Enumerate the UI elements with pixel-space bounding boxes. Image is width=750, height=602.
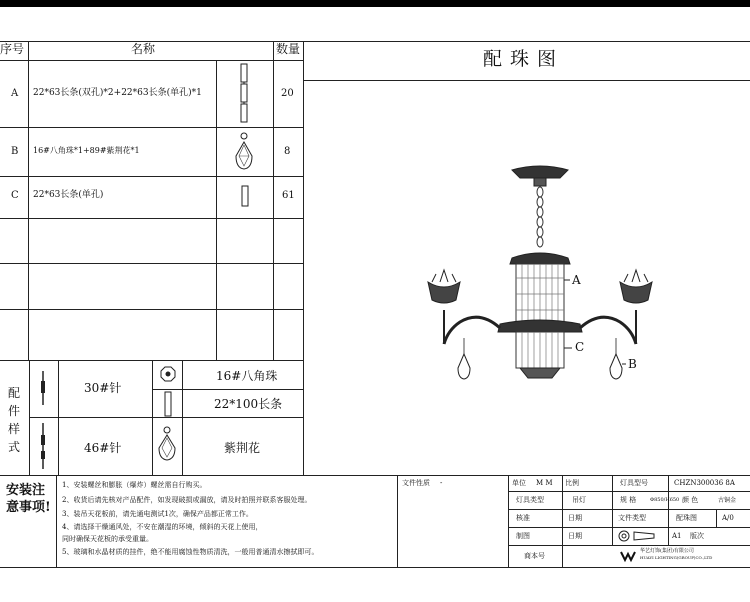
model-value: CHZN300036 8A	[674, 479, 735, 487]
octagon-bead-label: 16#八角珠	[216, 369, 278, 383]
page-title: 配珠图	[483, 48, 565, 70]
header-name: 名称	[131, 42, 156, 56]
strip-100-icon	[163, 391, 173, 417]
row-a-qty: 20	[281, 88, 294, 99]
header-seq: 序号	[0, 42, 25, 56]
part-no-label: 商本号	[524, 552, 545, 560]
chandelier-drawing	[420, 160, 660, 390]
huayi-logo-icon	[620, 550, 636, 562]
octagon-bead-icon	[160, 366, 176, 382]
note-line-1: 1、安装螺丝和膨胀（爆炸）螺丝需自行购买。	[62, 481, 207, 489]
a1-label: A1	[672, 532, 682, 540]
color-value: 古铜金	[718, 497, 737, 504]
short-strip-icon	[240, 184, 250, 210]
projection-symbol-icon	[618, 530, 658, 542]
ratio-label: 比例	[565, 479, 579, 487]
unit-value: M M	[536, 479, 553, 487]
pin-30-icon	[38, 369, 48, 407]
note-line-5: 同时确保天花板的承受重量。	[62, 535, 153, 543]
long-strip-icon	[237, 62, 253, 124]
unit-label: 单位	[512, 479, 526, 487]
pin-46-label: 46#针	[84, 441, 122, 455]
filetype-value: 配珠图	[676, 514, 697, 522]
row-b-qty: 8	[284, 146, 291, 157]
note-line-2: 2、收货后请先核对产品配件，如发现破损或漏放，请及时拍照并联系客服处理。	[62, 496, 312, 504]
accessory-label: 配件样式	[8, 386, 21, 454]
row-a-name: 22*63长条(双孔)*2+22*63长条(单孔)*1	[33, 88, 202, 98]
top-bar	[0, 0, 750, 7]
file-prop-label: 文件性质	[402, 479, 430, 487]
check-date: 日期	[568, 514, 582, 522]
color-label: 颜 色	[682, 496, 699, 504]
type-label: 灯具类型	[516, 496, 544, 504]
row-b-name: 16#八角珠*1+89#紫荆花*1	[33, 146, 140, 155]
draw-label: 制图	[516, 532, 530, 540]
model-label: 灯具型号	[620, 479, 648, 487]
note-line-6: 5、玻璃和水晶材质的挂件，绝不能用腐蚀性物质清洗，一般用普通清水擦拭即可。	[62, 548, 319, 556]
pin-30-label: 30#针	[84, 381, 122, 395]
version-label: 版次	[690, 532, 704, 540]
filetype-label: 文件类型	[618, 514, 646, 522]
note-line-4: 4、请选择干燥通风处，不安在潮湿的环境，倾斜的天花上使用，	[62, 523, 263, 531]
check-label: 核准	[516, 514, 530, 522]
row-a-id: A	[11, 88, 19, 99]
notes-title-2: 意事项!	[6, 500, 51, 515]
callout-b: B	[628, 357, 637, 371]
row-c-id: C	[11, 190, 19, 201]
type-value: 吊灯	[572, 496, 586, 504]
spec-value: Φ850/H650	[650, 497, 680, 503]
row-b-id: B	[11, 146, 19, 157]
teardrop-icon	[234, 132, 254, 172]
company-cn: 华艺灯饰(集团)有限公司	[640, 548, 694, 554]
bauhinia-label: 紫荆花	[224, 441, 261, 455]
company-en: HUAYI LIGHTING(GROUP)CO.,LTD	[640, 555, 713, 560]
notes-title-1: 安装注	[6, 483, 46, 498]
revision: A/0	[722, 514, 734, 522]
callout-a: A	[572, 273, 581, 287]
bauhinia-icon	[156, 426, 178, 462]
pin-46-icon	[38, 421, 48, 471]
strip-100-label: 22*100长条	[214, 397, 283, 411]
note-line-3: 3、装吊天花板前，请先通电测试1次，确保产品都正常工作。	[62, 510, 253, 518]
row-c-name: 22*63长条(单孔)	[33, 190, 104, 200]
callout-c: C	[575, 340, 585, 354]
draw-date: 日期	[568, 532, 582, 540]
header-qty: 数量	[276, 42, 301, 56]
row-c-qty: 61	[282, 190, 295, 201]
file-prop-value: -	[440, 479, 443, 487]
spec-label: 规 格	[620, 496, 637, 504]
